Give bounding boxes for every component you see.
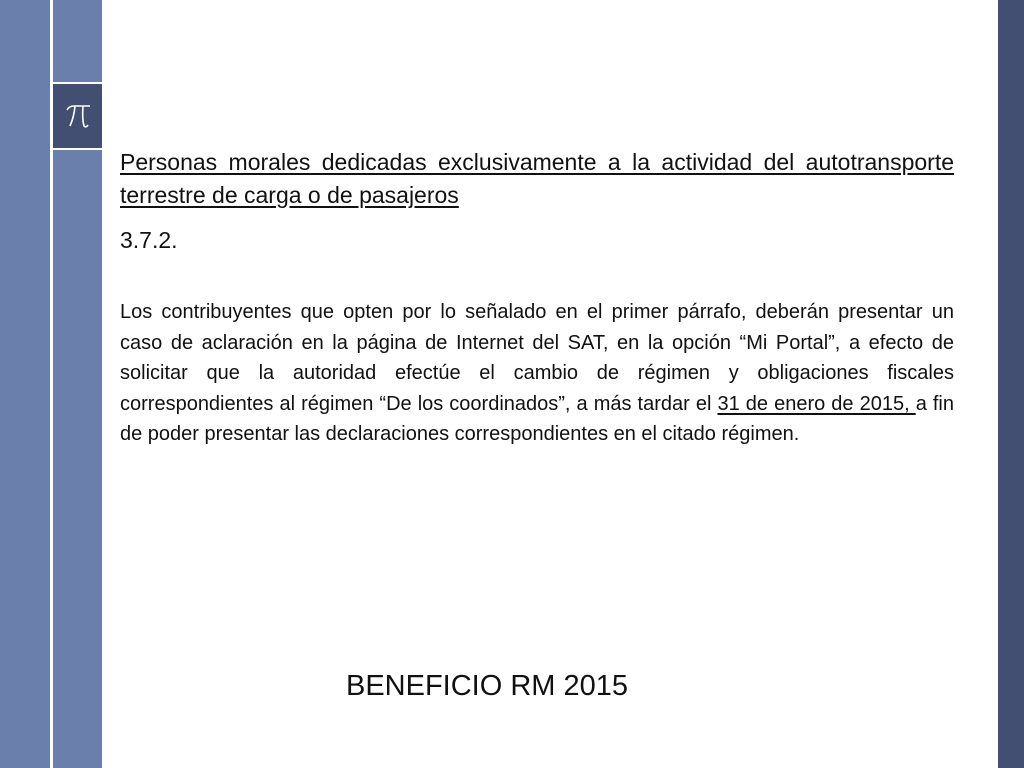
pi-badge [53,82,102,150]
section-number: 3.7.2. [120,227,178,253]
left-outer-bar [0,0,50,768]
slide-content [120,146,954,450]
footer-title: BENEFICIO RM 2015 [346,670,629,702]
pi-icon [63,101,93,131]
slide-heading: Personas morales dedicadas exclusivamente a la actividad del autotransporte terrestre de carga o de pasajeros [120,149,954,208]
body-text-part1: Los contribuyentes que opten por lo señalado en el primer párrafo, deberán presentar un caso de aclaración en la página de Internet del SAT, en la opción “Mi Portal”, a efecto de solicitar que la autoridad efectúe el cambio de régimen y obligaciones fiscales correspondientes al régimen “De los coordinados”, a más tardar el [120,301,954,415]
deadline-date: 31 de enero de 2015, [717,392,916,415]
right-bar [998,0,1024,768]
body-text-part2: a fin de poder presentar las declaraciones correspondientes en el citado régimen. [120,392,954,445]
body-paragraph [120,297,954,450]
